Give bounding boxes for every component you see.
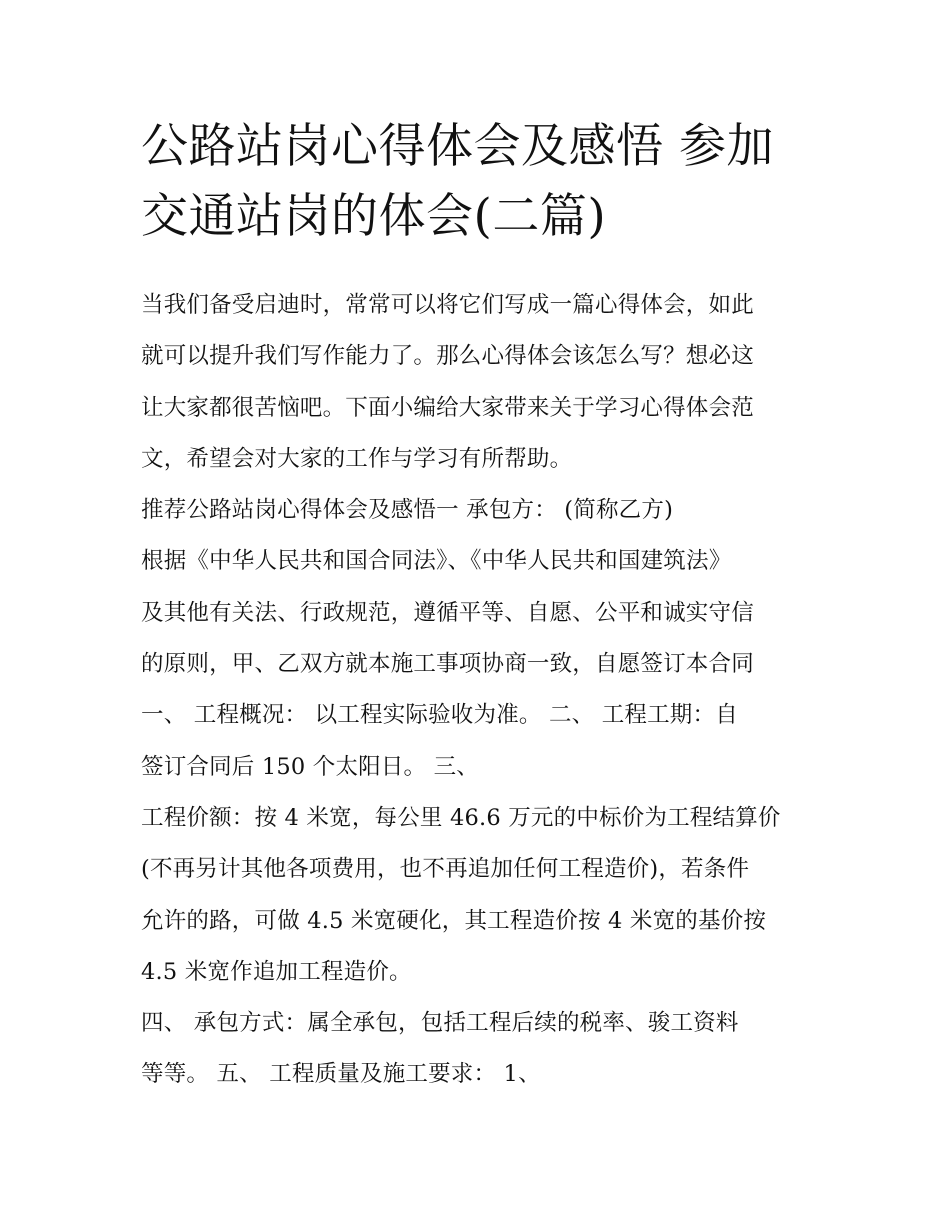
body-line-1: 当我们备受启迪时，常常可以将它们写成一篇心得体会，如此: [141, 292, 754, 318]
body-line-6: 根据《中华人民共和国合同法》、《中华人民共和国建筑法》: [141, 548, 732, 575]
body-line-9: 一、 工程概况： 以工程实际验收为准。 二、 工程工期：自: [141, 702, 738, 729]
body-line-8: 的原则，甲、乙双方就本施工事项协商一致，自愿签订本合同: [141, 651, 754, 678]
document-page: [141, 112, 816, 1101]
body-line-2: 就可以提升我们写作能力了。那么心得体会该怎么写？想必这: [141, 343, 754, 370]
title-line-2: 交通站岗的体会(二篇): [141, 189, 607, 244]
body-line-7: 及其他有关法、行政规范，遵循平等、自愿、公平和诚实守信: [141, 599, 754, 626]
body-line-3: 让大家都很苦恼吧。下面小编给大家带来关于学习心得体会范: [141, 394, 754, 421]
body-line-10: 签订合同后 150 个太阳日。 三、: [141, 753, 480, 780]
body-line-11: 工程价额：按 4 米宽，每公里 46.6 万元的中标价为工程结算价: [141, 804, 781, 831]
body-line-15: 四、 承包方式：属全承包，包括工程后续的税率、骏工资料: [141, 1010, 739, 1037]
title-line-1: 公路站岗心得体会及感悟 参加: [141, 119, 774, 174]
document-body: [141, 280, 816, 1101]
body-line-13: 允许的路，可做 4.5 米宽硬化，其工程造价按 4 米宽的基价按: [141, 907, 767, 934]
body-line-5: 推荐公路站岗心得体会及感悟一 承包方： (简称乙方): [141, 497, 674, 524]
body-line-16: 等等。 五、 工程质量及施工要求： 1、: [141, 1061, 541, 1088]
body-line-12: (不再另计其他各项费用，也不再追加任何工程造价)，若条件: [141, 856, 750, 883]
body-line-14: 4.5 米宽作追加工程造价。: [141, 958, 412, 985]
document-title: [141, 112, 816, 252]
body-line-4: 文，希望会对大家的工作与学习有所帮助。: [141, 445, 573, 472]
